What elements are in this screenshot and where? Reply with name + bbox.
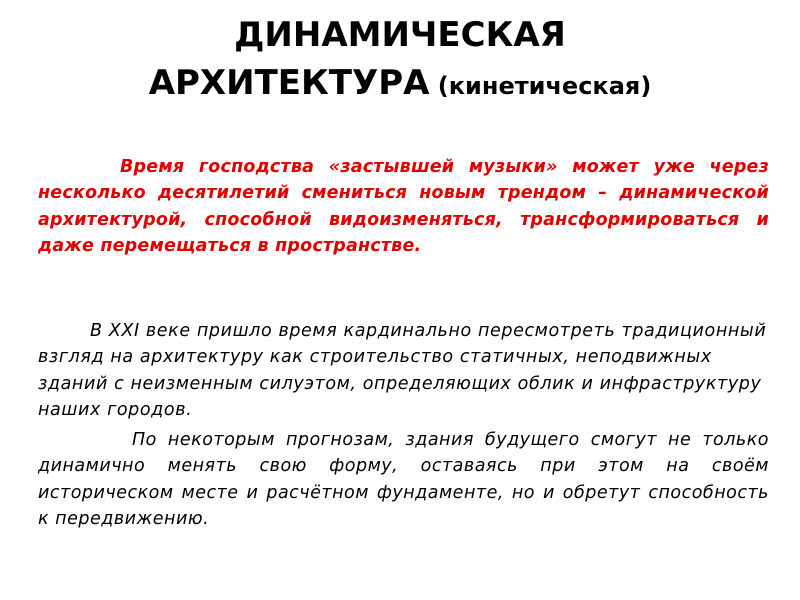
highlighted-paragraph: Время господства «застывшей музыки» может уже через несколько десятилетий смениться новым трендом – динамической архитектурой, способной видоизменяться, трансформироваться и даже перемещаться в пространстве.: [38, 157, 769, 256]
slide-title: [60, 14, 740, 110]
title-line-1: ДИНАМИЧЕСКАЯ: [234, 15, 566, 55]
title-line-2-subtitle: (кинетическая): [429, 72, 652, 100]
body-paragraph-1: В XXI веке пришло время кардинально пересмотреть традиционный взгляд на архитектуру как строительство статичных, неподвижных зданий с неизменным силуэтом, определяющих облик и инфраструктуру наших городов.: [38, 321, 767, 420]
body-paragraph-2: По некоторым прогнозам, здания будущего смогут не только динамично менять свою форму, оставаясь при этом на своём историческом месте и расчётном фундаменте, но и обретут способность к передвижению.: [38, 430, 769, 529]
title-line-2-main: АРХИТЕКТУРА: [148, 63, 430, 103]
